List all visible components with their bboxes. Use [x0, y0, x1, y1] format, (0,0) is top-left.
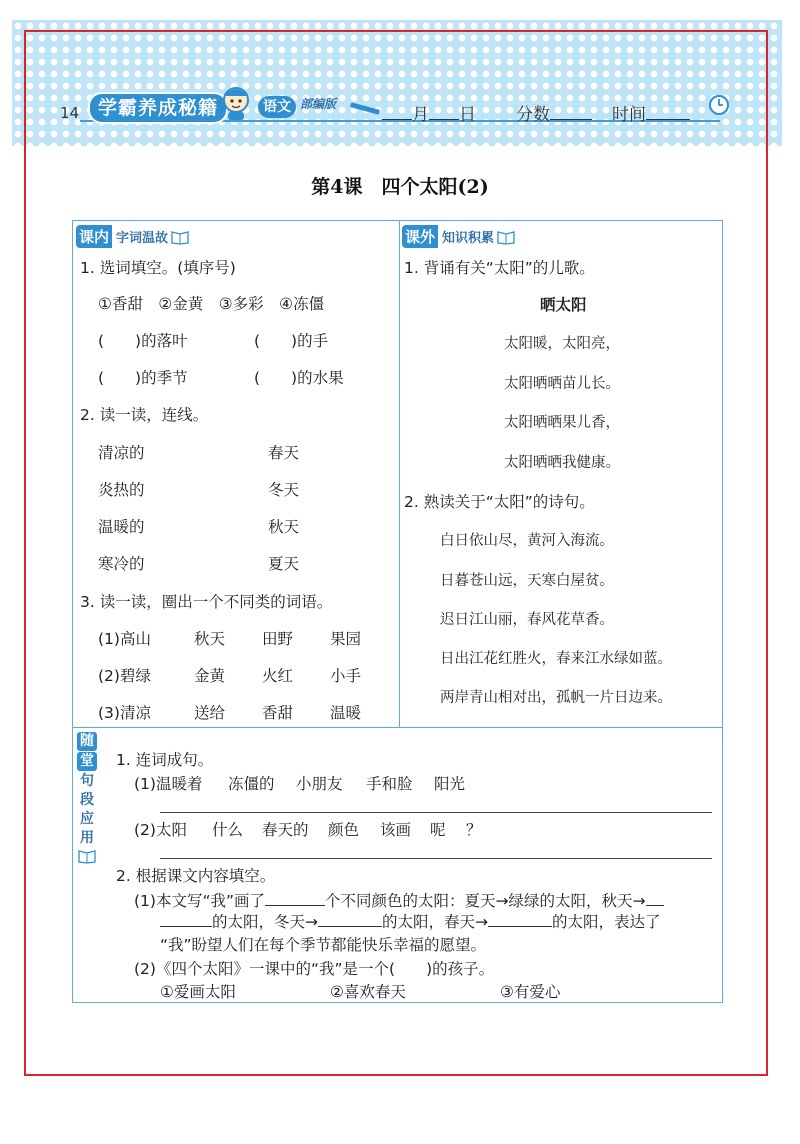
b-q2-line1: (1)本文写“我”画了 个不同颜色的太阳：夏天→绿绿的太阳，秋天→ [134, 889, 664, 911]
song-line-2: 太阳晒晒苗儿长。 [504, 376, 620, 392]
b-q1-item2-w1: (2)太阳 [134, 821, 187, 839]
match-right-2[interactable]: 冬天 [268, 481, 300, 499]
time-label: 时间 [612, 105, 646, 125]
mascot-icon [216, 82, 256, 122]
poem-line-3: 迟日江山丽，春风花草香。 [440, 612, 614, 628]
fill-item-3: ( )的季节 [98, 369, 188, 387]
book-icon [496, 229, 516, 245]
b-q2-choice-1[interactable]: ①爱画太阳 [160, 983, 236, 1001]
practice-tag: 随 堂 句 段 应 用 [74, 732, 100, 864]
blank-winter[interactable] [318, 912, 382, 927]
b-q1-item2-w5: 该画 [380, 821, 412, 839]
q1-options: ①香甜 ②金黄 ③多彩 ④冻僵 [98, 295, 325, 313]
song-line-4: 太阳晒晒我健康。 [504, 455, 620, 471]
q3-r3-c2[interactable]: 送给 [194, 704, 226, 722]
edition-label: 部编版 [300, 97, 337, 111]
match-left-1[interactable]: 清凉的 [98, 444, 145, 462]
tag-rest: 字词温故 [116, 231, 169, 246]
q3-r3-c3[interactable]: 香甜 [262, 704, 294, 722]
poem-line-4: 日出江花红胜火，春来江水绿如蓝。 [440, 651, 672, 667]
clock-icon [708, 94, 730, 116]
b-q1-item2-w2: 什么 [212, 821, 244, 839]
q2-title: 2. 读一读，连线。 [80, 406, 209, 424]
b-q2-choice-3[interactable]: ③有爱心 [500, 983, 561, 1001]
q3-r3-c4[interactable]: 温暖 [330, 704, 362, 722]
blank-autumn[interactable] [160, 912, 212, 927]
b-q2-line2: 的太阳，冬天→ 的太阳，春天→ 的太阳，表达了 [160, 910, 661, 932]
q1-title: 1. 选词填空。(填序号) [80, 259, 236, 277]
b-q2-title: 2. 根据课文内容填空。 [116, 867, 276, 885]
poem-line-2: 日暮苍山远，天寒白屋贫。 [440, 573, 614, 589]
b-q1-title: 1. 连词成句。 [116, 751, 214, 769]
song-line-3: 太阳晒晒果儿香， [504, 415, 620, 431]
r-q2-title: 2. 熟读关于“太阳”的诗句。 [404, 493, 595, 511]
b-q1-item1-w5: 阳光 [434, 775, 466, 793]
day-label: 日 [459, 105, 476, 125]
answer-line-1[interactable] [160, 812, 712, 813]
b-q1-item2-w4: 颜色 [328, 821, 360, 839]
match-right-3[interactable]: 秋天 [268, 518, 300, 536]
q3-r2-c4[interactable]: 小手 [330, 667, 362, 685]
b-q1-item2-w7: ？ [466, 821, 482, 839]
match-left-4[interactable]: 寒冷的 [98, 555, 145, 573]
brand-logo: 学霸养成秘籍 [88, 92, 228, 124]
match-right-4[interactable]: 夏天 [268, 555, 300, 573]
match-left-3[interactable]: 温暖的 [98, 518, 145, 536]
b-q1-item1-w3: 小朋友 [296, 775, 343, 793]
page-number: 14 [60, 104, 80, 122]
q3-title: 3. 读一读，圈出一个不同类的词语。 [80, 593, 333, 611]
answer-line-2[interactable] [160, 858, 712, 859]
score-field [516, 100, 592, 125]
q3-r1-c2[interactable]: 秋天 [194, 630, 226, 648]
fill-item-2: ( )的手 [254, 332, 329, 350]
match-left-2[interactable]: 炎热的 [98, 481, 145, 499]
lesson-title: 第4课 四个太阳(2) [311, 176, 489, 198]
fill-item-1: ( )的落叶 [98, 332, 188, 350]
b-q1-item1-w1: (1)温暖着 [134, 775, 203, 793]
in-class-tag [76, 225, 190, 248]
book-icon [170, 229, 190, 245]
score-label: 分数 [516, 105, 550, 125]
date-field [382, 100, 476, 125]
time-field [612, 100, 690, 125]
poem-line-5: 两岸青山相对出，孤帆一片日边来。 [440, 690, 672, 706]
q3-r3-c1[interactable]: (3)清凉 [98, 704, 151, 722]
q3-r2-c2[interactable]: 金黄 [194, 667, 226, 685]
b-q1-item2-w3: 春天的 [262, 821, 309, 839]
b-q2-choice-2[interactable]: ②喜欢春天 [330, 983, 406, 1001]
song-line-1: 太阳暖，太阳亮， [504, 336, 620, 352]
q3-r1-c3[interactable]: 田野 [262, 630, 294, 648]
poem-line-1: 白日依山尽，黄河入海流。 [440, 533, 614, 549]
blank-autumn-start[interactable] [646, 891, 664, 906]
tag-lead: 课外 [402, 225, 438, 248]
b-q2-line4: (2)《四个太阳》一课中的“我”是一个( )的孩子。 [134, 960, 495, 978]
blank-count[interactable] [265, 891, 325, 906]
month-label: 月 [412, 105, 429, 125]
q3-r1-c1[interactable]: (1)高山 [98, 630, 151, 648]
b-q2-line3: “我”盼望人们在每个季节都能快乐幸福的愿望。 [160, 936, 487, 954]
q3-r2-c3[interactable]: 火红 [262, 667, 294, 685]
tag-lead: 课内 [76, 225, 112, 248]
subject-badge: 语文 [258, 96, 296, 118]
b-q1-item2-w6: 呢 [430, 821, 446, 839]
blank-spring[interactable] [488, 912, 552, 927]
extracurricular-tag [402, 225, 516, 248]
song-title: 晒太阳 [540, 296, 587, 314]
r-q1-title: 1. 背诵有关“太阳”的儿歌。 [404, 259, 595, 277]
match-right-1[interactable]: 春天 [268, 444, 300, 462]
b-q1-item1-w4: 手和脸 [366, 775, 413, 793]
tag-rest: 知识积累 [442, 231, 495, 246]
fill-item-4: ( )的水果 [254, 369, 344, 387]
b-q1-item1-w2: 冻僵的 [228, 775, 275, 793]
q3-r2-c1[interactable]: (2)碧绿 [98, 667, 151, 685]
book-icon [77, 848, 97, 864]
q3-r1-c4[interactable]: 果园 [330, 630, 362, 648]
